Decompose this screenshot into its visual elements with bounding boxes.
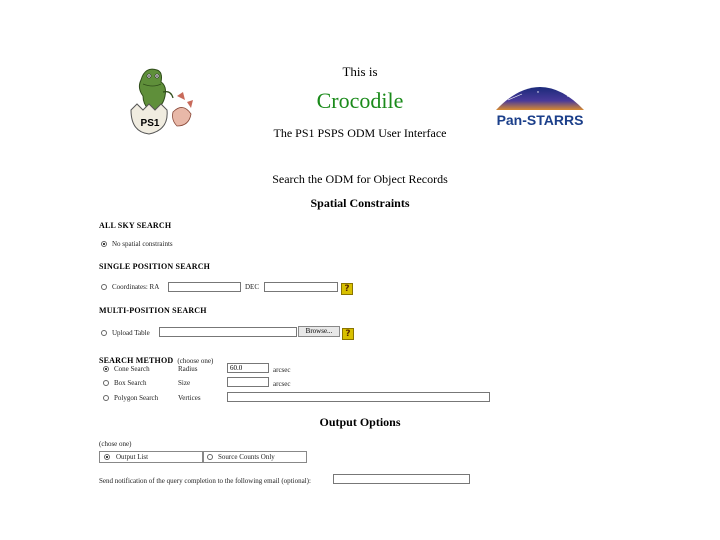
single-position-radio[interactable] [101, 284, 107, 290]
all-sky-option-label: No spatial constraints [112, 240, 173, 248]
multi-position-radio[interactable] [101, 330, 107, 336]
dec-label: DEC [245, 283, 259, 291]
all-sky-heading: ALL SKY SEARCH [99, 221, 172, 230]
radius-label: Radius [178, 365, 198, 373]
radius-unit: arcsec [273, 366, 291, 374]
upload-table-label: Upload Table [112, 329, 150, 337]
source-counts-label: Source Counts Only [218, 453, 275, 461]
polygon-search-radio[interactable] [103, 395, 109, 401]
ps1-label: PS1 [140, 118, 160, 129]
output-list-label: Output List [116, 453, 149, 461]
output-hint: (chose one) [99, 440, 132, 448]
output-options-heading: Output Options [319, 415, 401, 429]
search-method-hint: (choose one) [177, 357, 214, 365]
spatial-constraints-heading: Spatial Constraints [310, 196, 410, 210]
size-label: Size [178, 379, 191, 387]
help-icon[interactable]: ? [341, 283, 353, 295]
app-subtitle: The PS1 PSPS ODM User Interface [273, 126, 447, 140]
radius-input[interactable]: 60.0 [227, 363, 269, 373]
source-counts-radio[interactable] [207, 454, 213, 460]
ra-label: Coordinates: RA [112, 283, 160, 291]
browse-button[interactable]: Browse... [298, 326, 340, 337]
size-input[interactable] [227, 377, 269, 387]
box-search-label: Box Search [114, 379, 147, 387]
output-list-cell[interactable] [99, 451, 203, 463]
vertices-input[interactable] [227, 392, 490, 402]
size-unit: arcsec [273, 380, 291, 388]
search-method-heading: SEARCH METHOD [99, 356, 174, 365]
panstarrs-label: Pan-STARRS [496, 112, 584, 128]
box-search-radio[interactable] [103, 380, 109, 386]
email-label: Send notification of the query completion to the following email (optional): [99, 477, 311, 485]
polygon-search-label: Polygon Search [114, 394, 159, 402]
help-icon[interactable]: ? [342, 328, 354, 340]
upload-file-input[interactable] [159, 327, 297, 337]
panstarrs-logo [494, 70, 586, 136]
output-list-radio[interactable] [104, 454, 110, 460]
cone-search-label: Cone Search [114, 365, 150, 373]
dec-input[interactable] [264, 282, 338, 292]
all-sky-radio[interactable] [101, 241, 107, 247]
single-position-heading: SINGLE POSITION SEARCH [99, 262, 211, 271]
ra-input[interactable] [168, 282, 241, 292]
header-line1: This is [342, 64, 378, 79]
multi-position-heading: MULTI-POSITION SEARCH [99, 306, 207, 315]
search-title: Search the ODM for Object Records [272, 172, 448, 186]
vertices-label: Vertices [178, 394, 201, 402]
email-input[interactable] [333, 474, 470, 484]
source-counts-cell[interactable] [203, 451, 307, 463]
app-title: Crocodile [316, 88, 404, 113]
cone-search-radio[interactable] [103, 366, 109, 372]
